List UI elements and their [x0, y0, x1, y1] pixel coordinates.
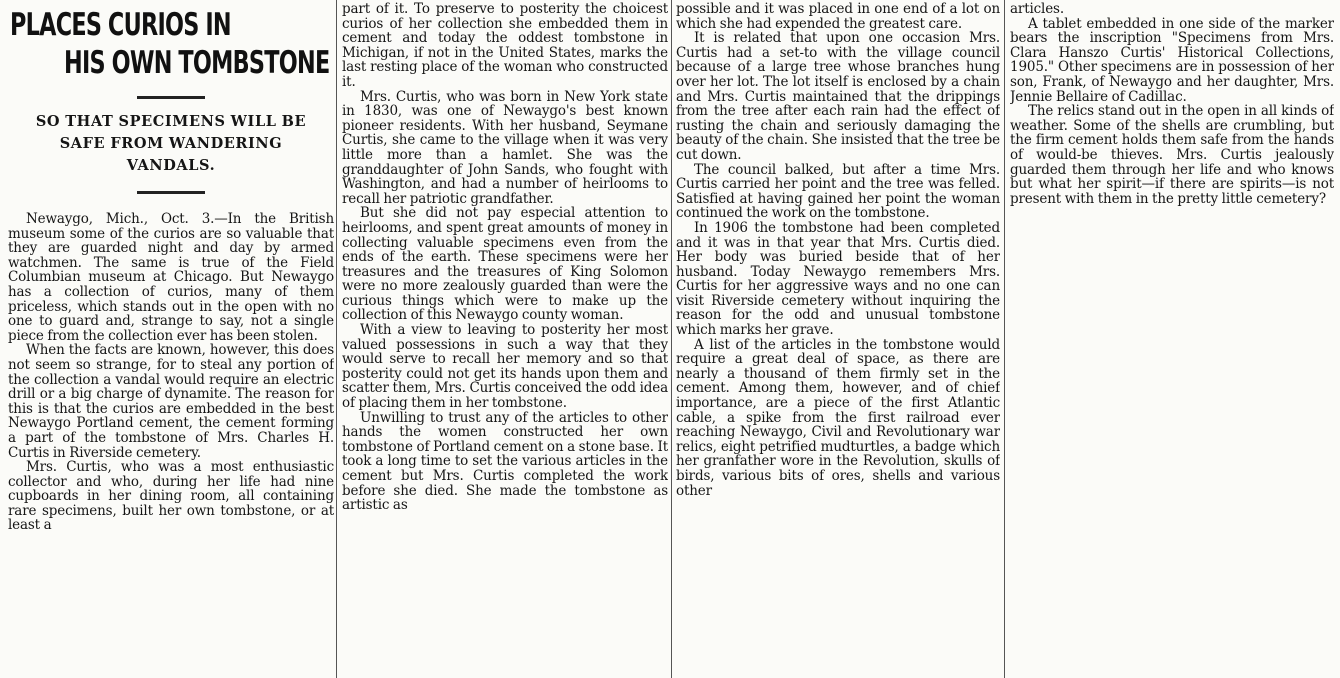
- subhead-line-1: SO THAT SPECIMENS WILL BE: [35, 113, 307, 130]
- column-4: [1010, 2, 1334, 674]
- paragraph: articles.: [1010, 2, 1064, 17]
- paragraph: With a view to leaving to posterity her most valued possessions in such a way that they would serve to recall her memory and so that posterity could not get its hands upon them and scatter them, Mrs. Curtis conceived the odd idea of placing them in her tombstone.: [342, 322, 668, 412]
- subhead-line-3: VANDALS.: [126, 157, 216, 174]
- column-2: [342, 2, 668, 674]
- headline-line-1: PLACES CURIOS IN: [10, 7, 231, 43]
- subhead-line-2: SAFE FROM WANDERING: [59, 135, 283, 152]
- paragraph: The relics stand out in the open in all kinds of weather. Some of the shells are crumbling, but the firm cement holds them safe from the hands of would-be thieves. Mrs. Curtis jealously guarded them through her life and who knows but what her spirit—if there are spirits—is not present with them in the pretty little cemetery?: [1010, 103, 1334, 207]
- paragraph: A tablet embedded in one side of the marker bears the inscription "Specimens from Mrs. Clara Hanszo Curtis' Historical Collections, 1905." Other specimens are in possession of her son, Frank, of Newaygo and her daughter, Mrs. Jennie Bellaire of Cadillac.: [1010, 15, 1334, 105]
- column-1: [8, 6, 334, 678]
- paragraph: When the facts are known, however, this does not seem so strange, for to steal any portion of the collection a vandal would require an electric drill or a big charge of dynamite. The reason for this is that the curios are embedded in the best Newaygo Portland cement, the cement forming a part of the tombstone of Mrs. Charles H. Curtis in Riverside cemetery.: [8, 342, 334, 461]
- paragraph: A list of the articles in the tombstone would require a great deal of space, as there are nearly a thousand of them firmly set in the cement. Among them, however, and of chief importance, are a piece of the first Atlantic cable, a spike from the first railroad ever reaching Newaygo, Civil and Revolutionary war relics, eight petrified mudturtles, a badge which her granfather wore in the Revolution, skulls of birds, various bits of ores, shells and various other: [676, 336, 1000, 499]
- paragraph: Mrs. Curtis, who was a most enthusiastic collector and who, during her life had nine cupboards in her dining room, all containing rare specimens, built her own tombstone, or at least a: [8, 459, 334, 534]
- column-3: [676, 2, 1000, 674]
- subhead: [8, 111, 334, 177]
- subhead-rule: [137, 191, 205, 194]
- paragraph: It is related that upon one occasion Mrs. Curtis had a set-to with the village council because of a large tree whose branches hung over her lot. The lot itself is enclosed by a chain and Mrs. Curtis maintained that the drippings from the tree after each rain had the effect of rusting the chain and seriously damaging the beauty of the chain. She insisted that the tree be cut down.: [676, 30, 1000, 163]
- paragraph: In 1906 the tombstone had been completed and it was in that year that Mrs. Curtis died. Her body was buried beside that of her husband. Today Newaygo remembers Mrs. Curtis for her aggressive ways and no one can visit Riverside cemetery without inquiring the reason for the odd and unusual tombstone which marks her grave.: [676, 219, 1000, 339]
- paragraph: But she did not pay especial attention to heirlooms, and spent great amounts of money in collecting valuable specimens even from the ends of the earth. These specimens were her treasures and the treasures of King Solomon were no more zealously guarded than were the curious things which were to make up the collection of this Newaygo county woman.: [342, 205, 668, 324]
- column-divider: [336, 0, 337, 678]
- paragraph: possible and it was placed in one end of a lot on which she had expended the greatest care.: [676, 2, 1000, 32]
- headline-rule: [137, 96, 205, 99]
- paragraph: Unwilling to trust any of the articles to other hands the women constructed her own tombstone of Portland cement on a stone base. It took a long time to set the various articles in the cement but Mrs. Curtis completed the work before she died. She made the tombstone as artistic as: [342, 409, 668, 514]
- paragraph: The council balked, but after a time Mrs. Curtis carried her point and the tree was felled. Satisfied at having gained her point the woman continued the work on the tombstone.: [676, 161, 1000, 222]
- paragraph: Mrs. Curtis, who was born in New York state in 1830, was one of Newaygo's best known pioneer residents. With her husband, Seymane Curtis, she came to the village when it was very little more than a hamlet. She was the granddaughter of John Sands, who fought with Washington, and had a number of heirlooms to recall her patriotic grandfather.: [342, 88, 668, 207]
- column-divider: [671, 0, 672, 678]
- column-divider: [1004, 0, 1005, 678]
- headline-line-2: HIS OWN TOMBSTONE: [64, 45, 330, 81]
- paragraph: part of it. To preserve to posterity the choicest curios of her collection she embedded them in cement and today the oddest tombstone in Michigan, if not in the United States, marks the last resting place of the woman who constructed it.: [342, 2, 668, 90]
- paragraph: Newaygo, Mich., Oct. 3.—In the British museum some of the curios are so valuable that they are guarded night and day by armed watchmen. The same is true of the Field Columbian museum at Chicago. But Newaygo has a collection of curios, many of them priceless, which stands out in the open with no one to guard and, strange to say, not a single piece from the collection ever has been stolen.: [8, 211, 334, 344]
